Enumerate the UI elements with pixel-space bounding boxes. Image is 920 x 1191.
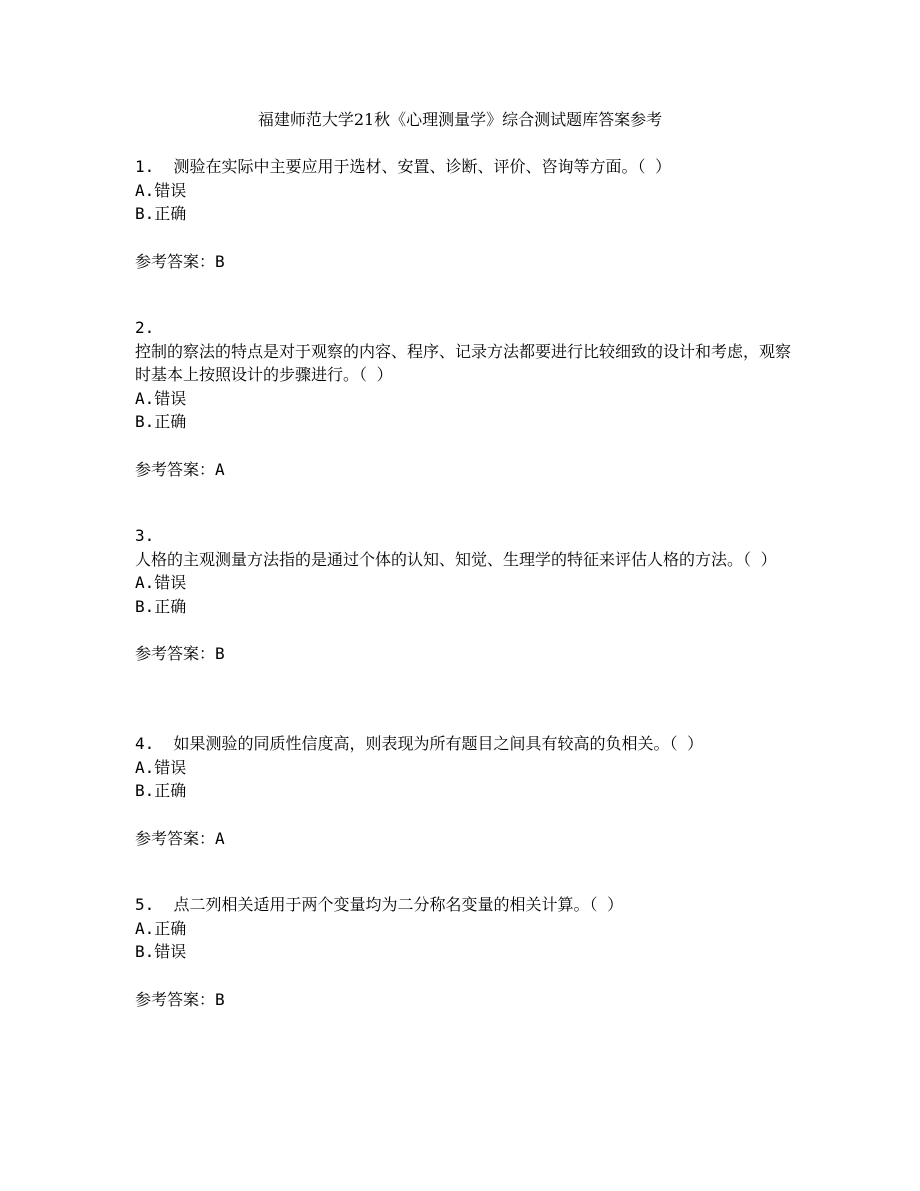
question-number: 5. — [135, 895, 155, 914]
question-text: 点二列相关适用于两个变量均为二分称名变量的相关计算。（ ） — [173, 895, 624, 914]
question-1-stem — [135, 155, 795, 179]
option-b: B.正确 — [135, 412, 187, 431]
question-text: 控制的察法的特点是对于观察的内容、程序、记录方法都要进行比较细致的设计和考虑，观察时基本上按照设计的步骤进行。（ ） — [135, 341, 792, 384]
reference-answer: 参考答案：B — [135, 989, 225, 1009]
question-text: 如果测验的同质性信度高，则表现为所有题目之间具有较高的负相关。（ ） — [173, 734, 704, 753]
option-b: B.错误 — [135, 942, 187, 961]
question-5-stem — [135, 893, 795, 917]
reference-answer: 参考答案：B — [135, 644, 225, 663]
question-number: 1. — [135, 157, 155, 176]
reference-answer: 参考答案：B — [135, 251, 225, 271]
question-2 — [135, 316, 795, 481]
question-text: 人格的主观测量方法指的是通过个体的认知、知觉、生理学的特征来评估人格的方法。（ ） — [135, 549, 777, 569]
question-4 — [135, 732, 795, 850]
question-number: 4. — [135, 734, 155, 753]
option-b: B.正确 — [135, 781, 187, 800]
option-b: B.正确 — [135, 596, 187, 616]
question-1 — [135, 155, 795, 273]
reference-answer: 参考答案：A — [135, 459, 225, 479]
reference-answer: 参考答案：A — [135, 828, 225, 848]
question-4-stem — [135, 732, 795, 756]
document-title: 福建师范大学21秋《心理测量学》综合测试题库答案参考 — [257, 110, 663, 129]
option-a: A.正确 — [135, 918, 187, 938]
question-text: 测验在实际中主要应用于选材、安置、诊断、评价、咨询等方面。（ ） — [173, 157, 672, 176]
option-a: A.错误 — [135, 573, 187, 592]
question-number: 3. — [135, 526, 155, 545]
option-a: A.错误 — [135, 388, 187, 408]
option-b: B.正确 — [135, 204, 187, 223]
option-a: A.错误 — [135, 180, 187, 200]
option-a: A.错误 — [135, 757, 187, 777]
question-number: 2. — [135, 318, 155, 337]
question-3 — [135, 524, 795, 666]
question-5 — [135, 893, 795, 1011]
